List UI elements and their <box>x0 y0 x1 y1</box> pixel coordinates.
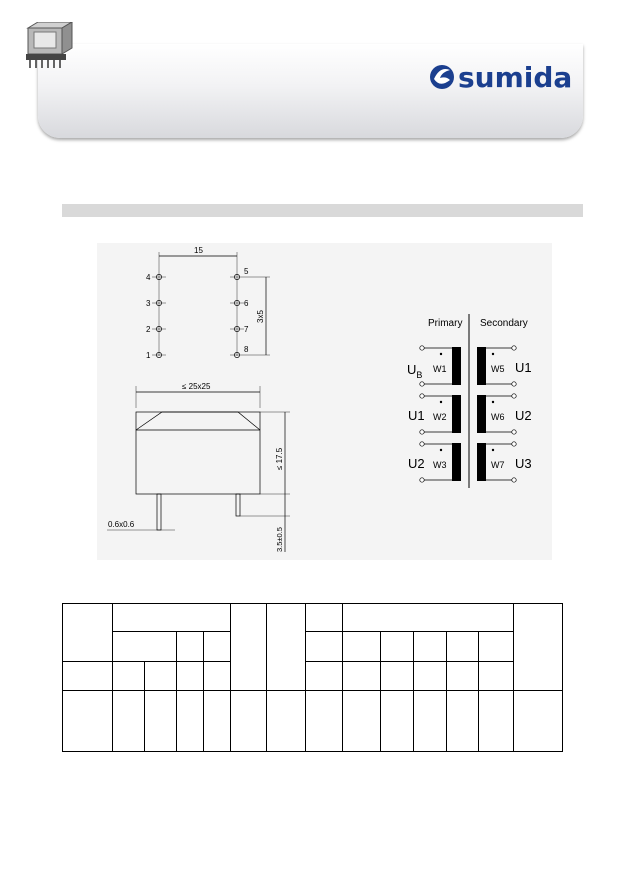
table-row <box>63 632 563 662</box>
winding-label-w6: W6 <box>491 412 505 422</box>
table-cell <box>230 604 266 691</box>
body-width-label: ≤ 25x25 <box>182 382 211 391</box>
table-cell <box>266 691 306 752</box>
pin-label-1: 1 <box>146 351 151 360</box>
table-cell <box>343 662 381 691</box>
table-cell <box>203 662 230 691</box>
voltage-label-u2-secondary: U2 <box>515 408 532 423</box>
table-cell <box>414 632 447 662</box>
pin-length-label: 3.5±0.5 <box>275 527 284 552</box>
table-row <box>63 662 563 691</box>
winding-w1 <box>452 347 461 385</box>
voltage-label-u1-secondary: U1 <box>515 360 532 375</box>
primary-label: Primary <box>428 318 463 329</box>
secondary-label: Secondary <box>480 318 528 329</box>
winding-w5 <box>477 347 486 385</box>
winding-label-w3: W3 <box>433 460 447 470</box>
table-cell <box>112 604 230 632</box>
table-cell <box>112 691 144 752</box>
table-row <box>63 604 563 632</box>
logo-text: sumida <box>458 62 573 94</box>
specification-table <box>62 603 563 752</box>
pin-label-6: 6 <box>244 299 249 308</box>
pin-size-label: 0.6x0.6 <box>108 520 135 529</box>
winding-schematic <box>407 314 532 488</box>
table-cell <box>381 662 414 691</box>
table-cell <box>343 691 381 752</box>
table-cell <box>144 662 176 691</box>
pin-label-5: 5 <box>244 267 249 276</box>
table-cell <box>343 604 514 632</box>
table-cell <box>203 632 230 662</box>
winding-w2 <box>452 395 461 433</box>
table-cell <box>479 691 514 752</box>
table-cell <box>230 691 266 752</box>
table-cell <box>513 604 562 691</box>
table-cell <box>63 662 113 691</box>
table-cell <box>447 662 479 691</box>
winding-w6 <box>477 395 486 433</box>
table-cell <box>343 632 381 662</box>
table-cell <box>306 632 343 662</box>
table-cell <box>306 604 343 632</box>
table-cell <box>266 604 306 691</box>
pin-label-8: 8 <box>244 345 249 354</box>
table-cell <box>381 691 414 752</box>
body-height-label: ≤ 17.5 <box>275 447 284 470</box>
table-row <box>63 691 563 752</box>
table-cell <box>306 691 343 752</box>
table-cell <box>112 632 176 662</box>
winding-label-w1: W1 <box>433 364 447 374</box>
table-cell <box>203 691 230 752</box>
winding-w3 <box>452 443 461 481</box>
table-cell <box>63 691 113 752</box>
winding-label-w7: W7 <box>491 460 505 470</box>
voltage-label-u3-secondary: U3 <box>515 456 532 471</box>
table-cell <box>513 691 562 752</box>
winding-label-w5: W5 <box>491 364 505 374</box>
table-cell <box>63 604 113 662</box>
table-cell <box>414 662 447 691</box>
winding-w7 <box>477 443 486 481</box>
table-cell <box>176 632 203 662</box>
transformer-body-outline <box>136 412 260 494</box>
pin-left-side <box>157 494 161 530</box>
voltage-label-u2-primary: U2 <box>408 456 425 471</box>
table-cell <box>447 691 479 752</box>
voltage-label-ub: $U_B$ <box>407 362 423 380</box>
table-cell <box>306 662 343 691</box>
table-cell <box>414 691 447 752</box>
pin-right-side <box>236 494 240 516</box>
table-cell <box>479 632 514 662</box>
winding-label-w2: W2 <box>433 412 447 422</box>
table-cell <box>447 632 479 662</box>
voltage-label-u1-primary: U1 <box>408 408 425 423</box>
pin-label-2: 2 <box>146 325 151 334</box>
table-cell <box>112 662 144 691</box>
pin-label-4: 4 <box>146 273 151 282</box>
table-cell <box>144 691 176 752</box>
body-chamfer <box>136 412 260 430</box>
table-cell <box>176 662 203 691</box>
pin-label-7: 7 <box>244 325 249 334</box>
table-cell <box>381 632 414 662</box>
table-cell <box>176 691 203 752</box>
pin-label-3: 3 <box>146 299 151 308</box>
pin-pitch-label: 3x5 <box>256 310 265 323</box>
pin-spacing-label: 15 <box>194 246 203 255</box>
table-cell <box>479 662 514 691</box>
